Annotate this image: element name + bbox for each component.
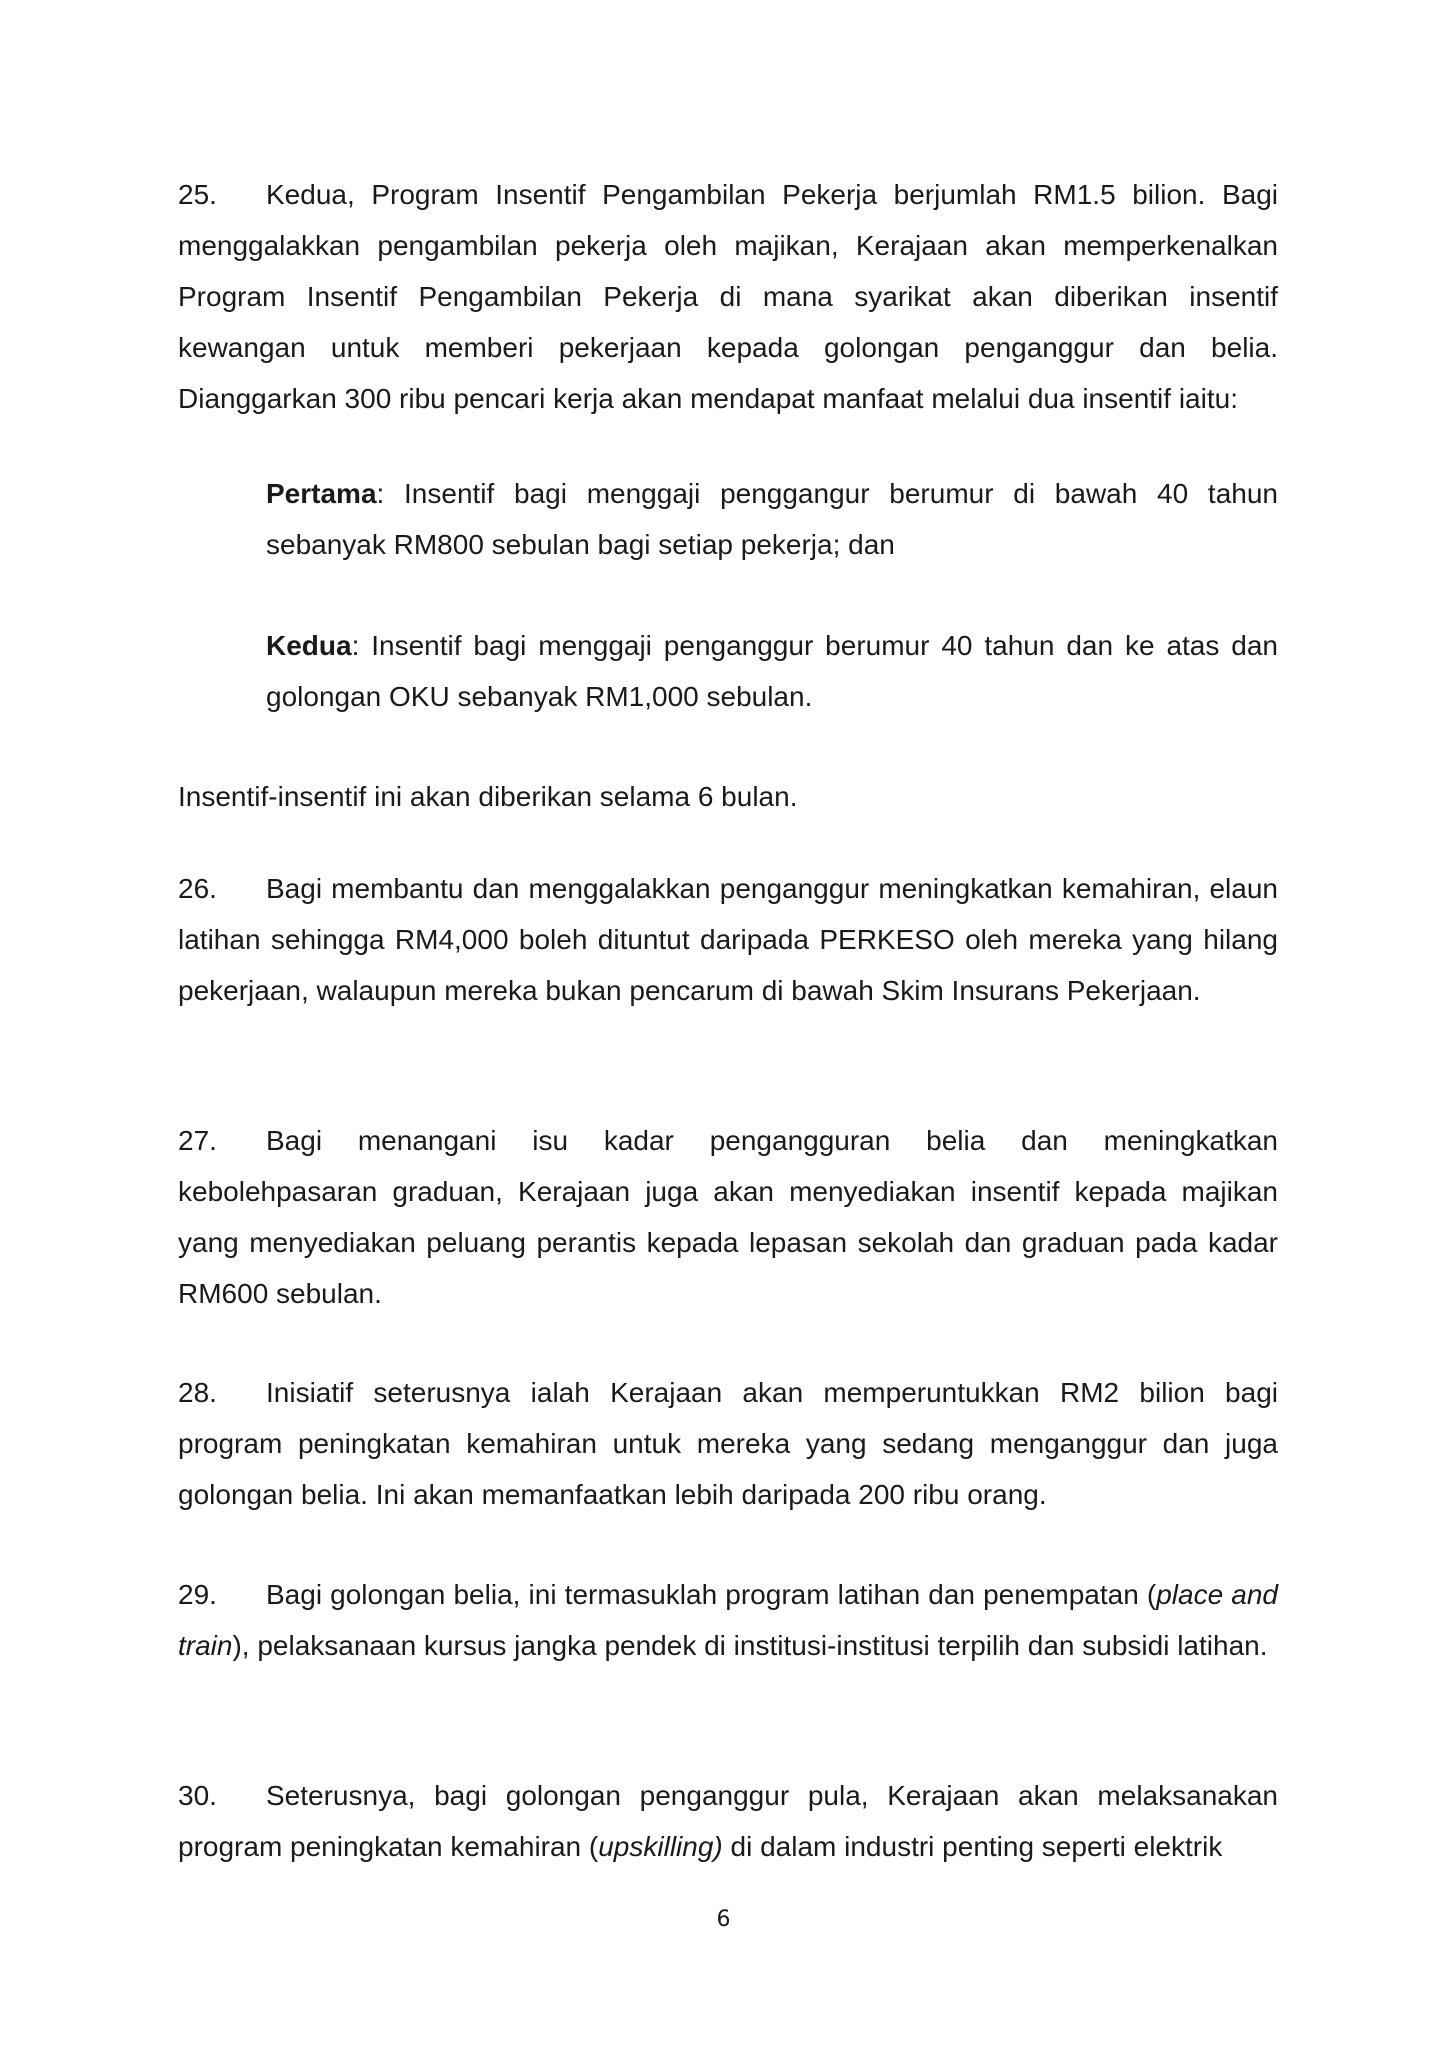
page-number: 6 bbox=[716, 1907, 731, 1932]
incentive-label: Kedua bbox=[266, 630, 352, 661]
paragraph-duration: Insentif-insentif ini akan diberikan selama 6 bulan. bbox=[178, 781, 798, 812]
paragraph-text: Bagi menangani isu kadar pengangguran belia dan meningkatkan kebolehpasaran graduan, Kerajaan juga akan menyediakan insentif kepada majikan yang menyediakan peluang perantis kepada lepasan sekolah dan graduan pada kadar RM600 sebulan. bbox=[178, 1125, 1278, 1309]
incentive-text: : Insentif bagi menggaji penganggur berumur 40 tahun dan ke atas dan golongan OKU sebanyak RM1,000 sebulan. bbox=[266, 630, 1278, 712]
paragraph-number: 29. bbox=[178, 1579, 217, 1610]
incentive-text: : Insentif bagi menggaji penggangur berumur di bawah 40 tahun sebanyak RM800 sebulan bagi setiap pekerja; dan bbox=[266, 478, 1278, 560]
paragraph-text-start: Bagi golongan belia, ini termasuklah program latihan dan penempatan ( bbox=[266, 1579, 1157, 1610]
paragraph-text-end: ), pelaksanaan kursus jangka pendek di institusi-institusi terpilih dan subsidi latihan. bbox=[232, 1630, 1268, 1661]
paragraph-25 bbox=[178, 169, 1278, 424]
paragraph-number: 25. bbox=[178, 179, 217, 210]
paragraph-text: Bagi membantu dan menggalakkan penganggur meningkatkan kemahiran, elaun latihan sehingga RM4,000 boleh dituntut daripada PERKESO oleh mereka yang hilang pekerjaan, walaupun mereka bukan pencarum di bawah Skim Insurans Pekerjaan. bbox=[178, 873, 1278, 1006]
paragraph-number: 28. bbox=[178, 1377, 217, 1408]
paragraph-26 bbox=[178, 863, 1278, 1016]
incentive-kedua bbox=[266, 620, 1278, 722]
incentive-label: Pertama bbox=[266, 478, 377, 509]
paragraph-number: 26. bbox=[178, 873, 217, 904]
paragraph-text: Inisiatif seterusnya ialah Kerajaan akan memperuntukkan RM2 bilion bagi program peningkatan kemahiran untuk mereka yang sedang menganggur dan juga golongan belia. Ini akan memanfaatkan lebih daripada 200 ribu orang. bbox=[178, 1377, 1278, 1510]
paragraph-text-end: di dalam industri penting seperti elektrik bbox=[722, 1831, 1223, 1862]
paragraph-text: Kedua, Program Insentif Pengambilan Pekerja berjumlah RM1.5 bilion. Bagi menggalakkan pengambilan pekerja oleh majikan, Kerajaan akan memperkenalkan Program Insentif Pengambilan Pekerja di mana syarikat akan diberikan insentif kewangan untuk memberi pekerjaan kepada golongan penganggur dan belia. Dianggarkan 300 ribu pencari kerja akan mendapat manfaat melalui dua insentif iaitu: bbox=[178, 179, 1278, 414]
paragraph-text-italic: upskilling) bbox=[598, 1831, 723, 1862]
paragraph-text-start: Seterusnya, bagi golongan penganggur pula, Kerajaan akan melaksanakan program peningkatan kemahiran ( bbox=[178, 1780, 1278, 1862]
paragraph-28 bbox=[178, 1367, 1278, 1520]
paragraph-30 bbox=[178, 1770, 1278, 1872]
incentive-pertama bbox=[266, 468, 1278, 570]
paragraph-29 bbox=[178, 1569, 1278, 1671]
paragraph-number: 30. bbox=[178, 1780, 217, 1811]
paragraph-27 bbox=[178, 1115, 1278, 1319]
paragraph-number: 27. bbox=[178, 1125, 217, 1156]
paragraph-text-italic: place and train bbox=[178, 1579, 1278, 1661]
